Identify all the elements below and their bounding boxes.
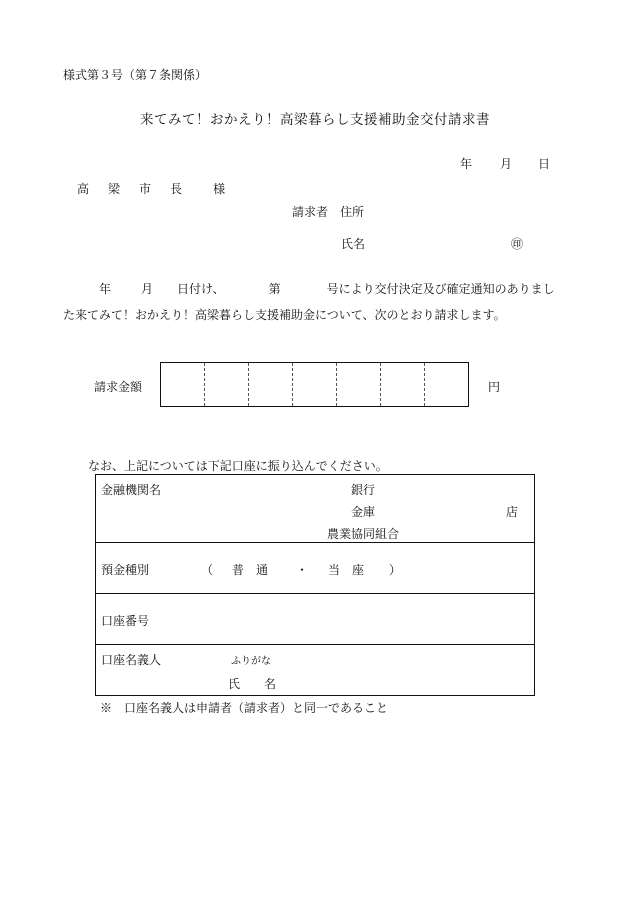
addressee-char: 市 <box>139 182 153 196</box>
date-month-label: 月 <box>500 157 513 171</box>
account-holder-label: 口座名義人 <box>101 653 162 667</box>
amount-digit-box[interactable] <box>160 362 469 407</box>
date-year-label: 年 <box>460 157 473 171</box>
date-day-label: 日 <box>538 157 551 171</box>
bank-account-table <box>95 474 535 696</box>
addressee <box>77 180 244 197</box>
claimant-address-label: 請求者 住所 <box>292 205 365 219</box>
addressee-char: 長 <box>170 182 184 196</box>
request-body-text <box>63 276 563 328</box>
deposit-type-row <box>96 543 534 594</box>
bank-type-bank: 銀行 <box>351 483 376 497</box>
deposit-futsu-option[interactable]: 普 通 <box>232 563 269 577</box>
account-number-row <box>96 594 534 645</box>
digit-divider <box>380 363 381 406</box>
transfer-instruction: なお、上記については下記口座に振り込んでください。 <box>88 459 388 473</box>
digit-divider <box>248 363 249 406</box>
account-holder-row <box>96 645 534 695</box>
date-line <box>460 155 550 171</box>
account-number-label: 口座番号 <box>101 614 150 628</box>
document-title: 来てみて！おかえり！高梁暮らし支援補助金交付請求書 <box>140 112 490 128</box>
option-separator: ・ <box>296 563 309 577</box>
bank-type-nokyo: 農業協同組合 <box>327 527 400 541</box>
body-line1-rest: 号により交付決定及び確定通知のありまし <box>326 282 555 296</box>
digit-divider <box>336 363 337 406</box>
addressee-char: 高 <box>77 182 91 196</box>
form-number-label: 様式第３号（第７条関係） <box>63 68 208 82</box>
addressee-char: 梁 <box>108 182 122 196</box>
seal-mark: ㊞ <box>511 237 524 251</box>
digit-divider <box>204 363 205 406</box>
body-year: 年 <box>99 282 112 296</box>
deposit-toza-option[interactable]: 当 座 <box>328 563 365 577</box>
body-line2: た来てみて！おかえり！高梁暮らし支援補助金について、次のとおり請求します。 <box>63 308 506 322</box>
addressee-honorific: 様 <box>213 182 227 196</box>
digit-divider <box>292 363 293 406</box>
paren-close: ） <box>389 563 402 577</box>
deposit-type-label: 預金種別 <box>101 563 150 577</box>
paren-open: （ <box>201 563 214 577</box>
footnote: ※ 口座名義人は申請者（請求者）と同一であること <box>100 701 389 715</box>
amount-unit: 円 <box>488 380 501 394</box>
body-dai: 第 <box>268 282 281 296</box>
institution-label: 金融機関名 <box>101 483 162 497</box>
branch-label: 店 <box>506 505 519 519</box>
furigana-label: ふりがな <box>231 656 271 667</box>
holder-name-label: 氏 名 <box>228 677 277 691</box>
claimant-name-label: 氏名 <box>341 237 366 251</box>
body-date-suffix: 日付け、 <box>177 282 225 296</box>
amount-label: 請求金額 <box>94 380 143 394</box>
institution-row <box>96 475 534 543</box>
body-month: 月 <box>141 282 154 296</box>
bank-type-shinkin: 金庫 <box>351 505 376 519</box>
digit-divider <box>424 363 425 406</box>
